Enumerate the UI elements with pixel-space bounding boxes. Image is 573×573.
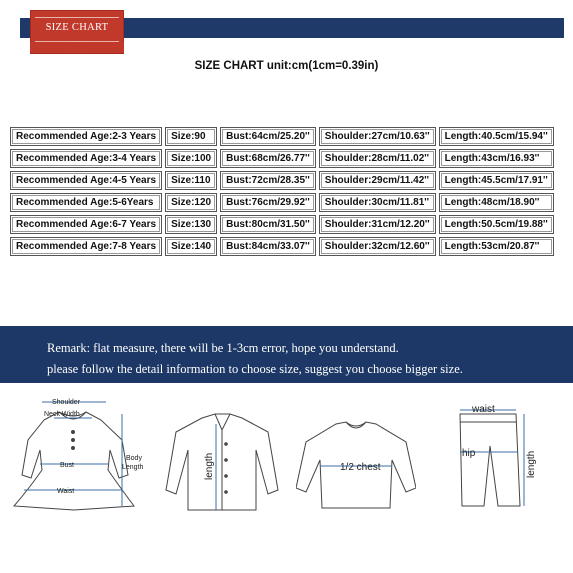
- cell-bust: Bust:76cm/29.92'': [220, 193, 316, 212]
- cell-size: Size:130: [165, 215, 217, 234]
- cell-shoulder: Shoulder:32cm/12.60'': [319, 237, 436, 256]
- dress-waist-label: Waist: [57, 488, 75, 495]
- cell-size: Size:100: [165, 149, 217, 168]
- sweater-diagram: [296, 420, 416, 515]
- cell-size: Size:120: [165, 193, 217, 212]
- shirt-diagram: [160, 410, 280, 520]
- cell-size: Size:140: [165, 237, 217, 256]
- pants-diagram: [440, 396, 540, 514]
- remark-text: [47, 338, 463, 380]
- cell-shoulder: Shoulder:30cm/11.81'': [319, 193, 436, 212]
- table-row: [10, 171, 554, 190]
- cell-length: Length:45.5cm/17.91'': [439, 171, 554, 190]
- sweater-chest-label: 1/2 chest: [340, 462, 381, 473]
- cell-age: Recommended Age:7-8 Years: [10, 237, 162, 256]
- dress-length-label: Length: [122, 464, 144, 471]
- cell-size: Size:90: [165, 127, 217, 146]
- dress-shoulder-label: Shoulder: [52, 399, 81, 406]
- shirt-length-label: length: [204, 452, 215, 480]
- pants-hip-label: hip: [462, 448, 476, 459]
- cell-bust: Bust:68cm/26.77'': [220, 149, 316, 168]
- table-row: [10, 127, 554, 146]
- cell-length: Length:40.5cm/15.94'': [439, 127, 554, 146]
- cell-bust: Bust:84cm/33.07'': [220, 237, 316, 256]
- badge-label: SIZE CHART: [45, 22, 109, 33]
- cell-length: Length:43cm/16.93'': [439, 149, 554, 168]
- table-row: [10, 215, 554, 234]
- cell-length: Length:48cm/18.90'': [439, 193, 554, 212]
- cell-length: Length:53cm/20.87'': [439, 237, 554, 256]
- table-row: [10, 237, 554, 256]
- cell-age: Recommended Age:6-7 Years: [10, 215, 162, 234]
- table-row: [10, 193, 554, 212]
- cell-age: Recommended Age:3-4 Years: [10, 149, 162, 168]
- dress-bust-label: Bust: [60, 462, 75, 469]
- cell-size: Size:110: [165, 171, 217, 190]
- cell-shoulder: Shoulder:28cm/11.02'': [319, 149, 436, 168]
- dress-body-label: Body: [126, 455, 142, 462]
- cell-bust: Bust:64cm/25.20'': [220, 127, 316, 146]
- cell-age: Recommended Age:5-6Years: [10, 193, 162, 212]
- cell-age: Recommended Age:4-5 Years: [10, 171, 162, 190]
- table-row: [10, 149, 554, 168]
- pants-waist-label: waist: [472, 404, 495, 415]
- size-table: [7, 124, 557, 259]
- remark-line-1: Remark: flat measure, there will be 1-3cm error, hope you understand.: [47, 341, 399, 355]
- cell-shoulder: Shoulder:31cm/12.20'': [319, 215, 436, 234]
- dress-neck-label: Neck Width: [44, 411, 80, 418]
- page-title: SIZE CHART unit:cm(1cm=0.39in): [194, 60, 379, 72]
- pants-length-label: length: [526, 450, 537, 478]
- badge-line-top: [35, 17, 119, 18]
- remark-line-2: please follow the detail information to choose size, suggest you choose bigger size.: [47, 362, 463, 376]
- cell-bust: Bust:72cm/28.35'': [220, 171, 316, 190]
- cell-shoulder: Shoulder:27cm/10.63'': [319, 127, 436, 146]
- cell-bust: Bust:80cm/31.50'': [220, 215, 316, 234]
- badge-tail: [30, 42, 124, 54]
- dress-diagram: [4, 390, 154, 520]
- cell-age: Recommended Age:2-3 Years: [10, 127, 162, 146]
- cell-length: Length:50.5cm/19.88'': [439, 215, 554, 234]
- cell-shoulder: Shoulder:29cm/11.42'': [319, 171, 436, 190]
